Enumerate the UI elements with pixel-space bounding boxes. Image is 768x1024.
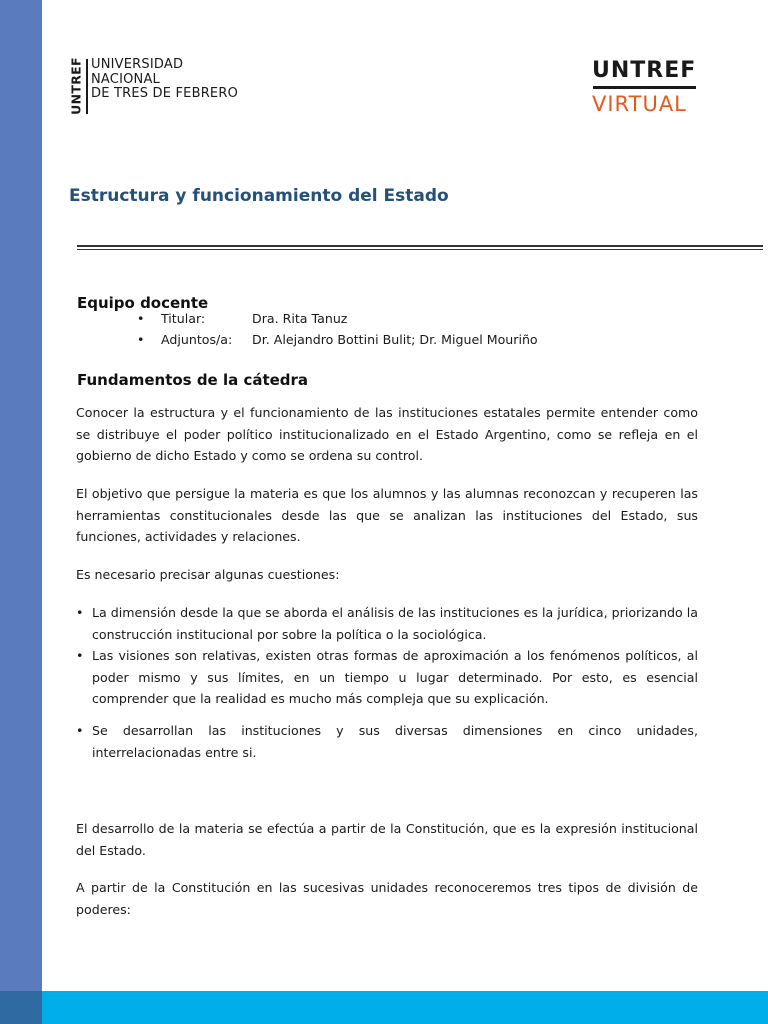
bullet: •	[76, 605, 84, 620]
closing-paragraph-1-block	[76, 818, 698, 861]
untref-virtual-logo	[592, 58, 702, 116]
logo-university-name	[91, 58, 238, 102]
closing-paragraph-2-block	[76, 877, 698, 920]
logo-right-top-text: UNTREF	[592, 58, 697, 83]
paragraph: Conocer la estructura y el funcionamiento de las instituciones estatales permite entender como se distribuye el poder político institucionalizado en el Estado Argentino, como se refleja en el gobierno de dicho Estado y como se ordena su control.	[76, 405, 698, 463]
list-item-text: Las visiones son relativas, existen otras formas de aproximación a los fenómenos políticos, al poder mismo y sus límites, en un tiempo u lugar determinado. Por esto, es esencial comprender que la realidad es mucho más compleja que su explicación.	[92, 648, 698, 706]
staff-person: Dra. Rita Tanuz	[252, 311, 348, 326]
staff-role: Titular:	[161, 311, 206, 326]
bullet: •	[76, 723, 84, 738]
list-item-text: La dimensión desde la que se aborda el análisis de las instituciones es la jurídica, priorizando la construcción institucional por sobre la política o la sociológica.	[92, 605, 698, 642]
paragraph: Es necesario precisar algunas cuestiones:	[76, 567, 340, 582]
logo-divider	[86, 59, 88, 114]
list-item-text: Se desarrollan las instituciones y sus diversas dimensiones en cinco unidades, interrelacionadas entre si.	[92, 723, 698, 760]
bullet: •	[137, 332, 145, 347]
list-item	[76, 645, 698, 710]
document-title: Estructura y funcionamiento del Estado	[69, 186, 449, 206]
paragraph: El objetivo que persigue la materia es que los alumnos y las alumnas reconozcan y recuperen las herramientas constitucionales desde las que se analizan las instituciones del Estado, sus funciones, actividades y relaciones.	[76, 486, 698, 544]
staff-role: Adjuntos/a:	[161, 332, 233, 347]
fundamentos-heading: Fundamentos de la cátedra	[77, 371, 309, 389]
logo-right-rule	[593, 86, 696, 89]
list-item	[76, 602, 698, 645]
staff-heading: Equipo docente	[77, 294, 209, 312]
left-accent-bar	[0, 0, 42, 1024]
issues-list	[76, 602, 698, 710]
footer-corner-block	[0, 991, 42, 1024]
title-divider	[77, 245, 763, 250]
staff-person: Dr. Alejandro Bottini Bulit; Dr. Miguel Mouriño	[252, 332, 538, 347]
logo-line-3: DE TRES DE FEBRERO	[91, 86, 239, 101]
logo-vertical-text: UNTREF	[68, 57, 84, 115]
bullet: •	[76, 648, 84, 663]
list-item	[76, 720, 698, 763]
paragraph: A partir de la Constitución en las sucesivas unidades reconoceremos tres tipos de división de poderes:	[76, 880, 698, 917]
logo-line-1: UNIVERSIDAD	[91, 57, 184, 72]
paragraph-2-block	[76, 483, 698, 548]
bullet: •	[137, 311, 145, 326]
footer-accent-bar	[0, 991, 768, 1024]
logo-line-2: NACIONAL	[91, 71, 160, 87]
logo-right-bottom-text: VIRTUAL	[592, 92, 687, 116]
paragraph: El desarrollo de la materia se efectúa a partir de la Constitución, que es la expresión institucional del Estado.	[76, 821, 698, 858]
paragraph-3-block	[76, 564, 698, 586]
issues-list-continued	[76, 720, 698, 763]
paragraph-1-block	[76, 402, 698, 467]
